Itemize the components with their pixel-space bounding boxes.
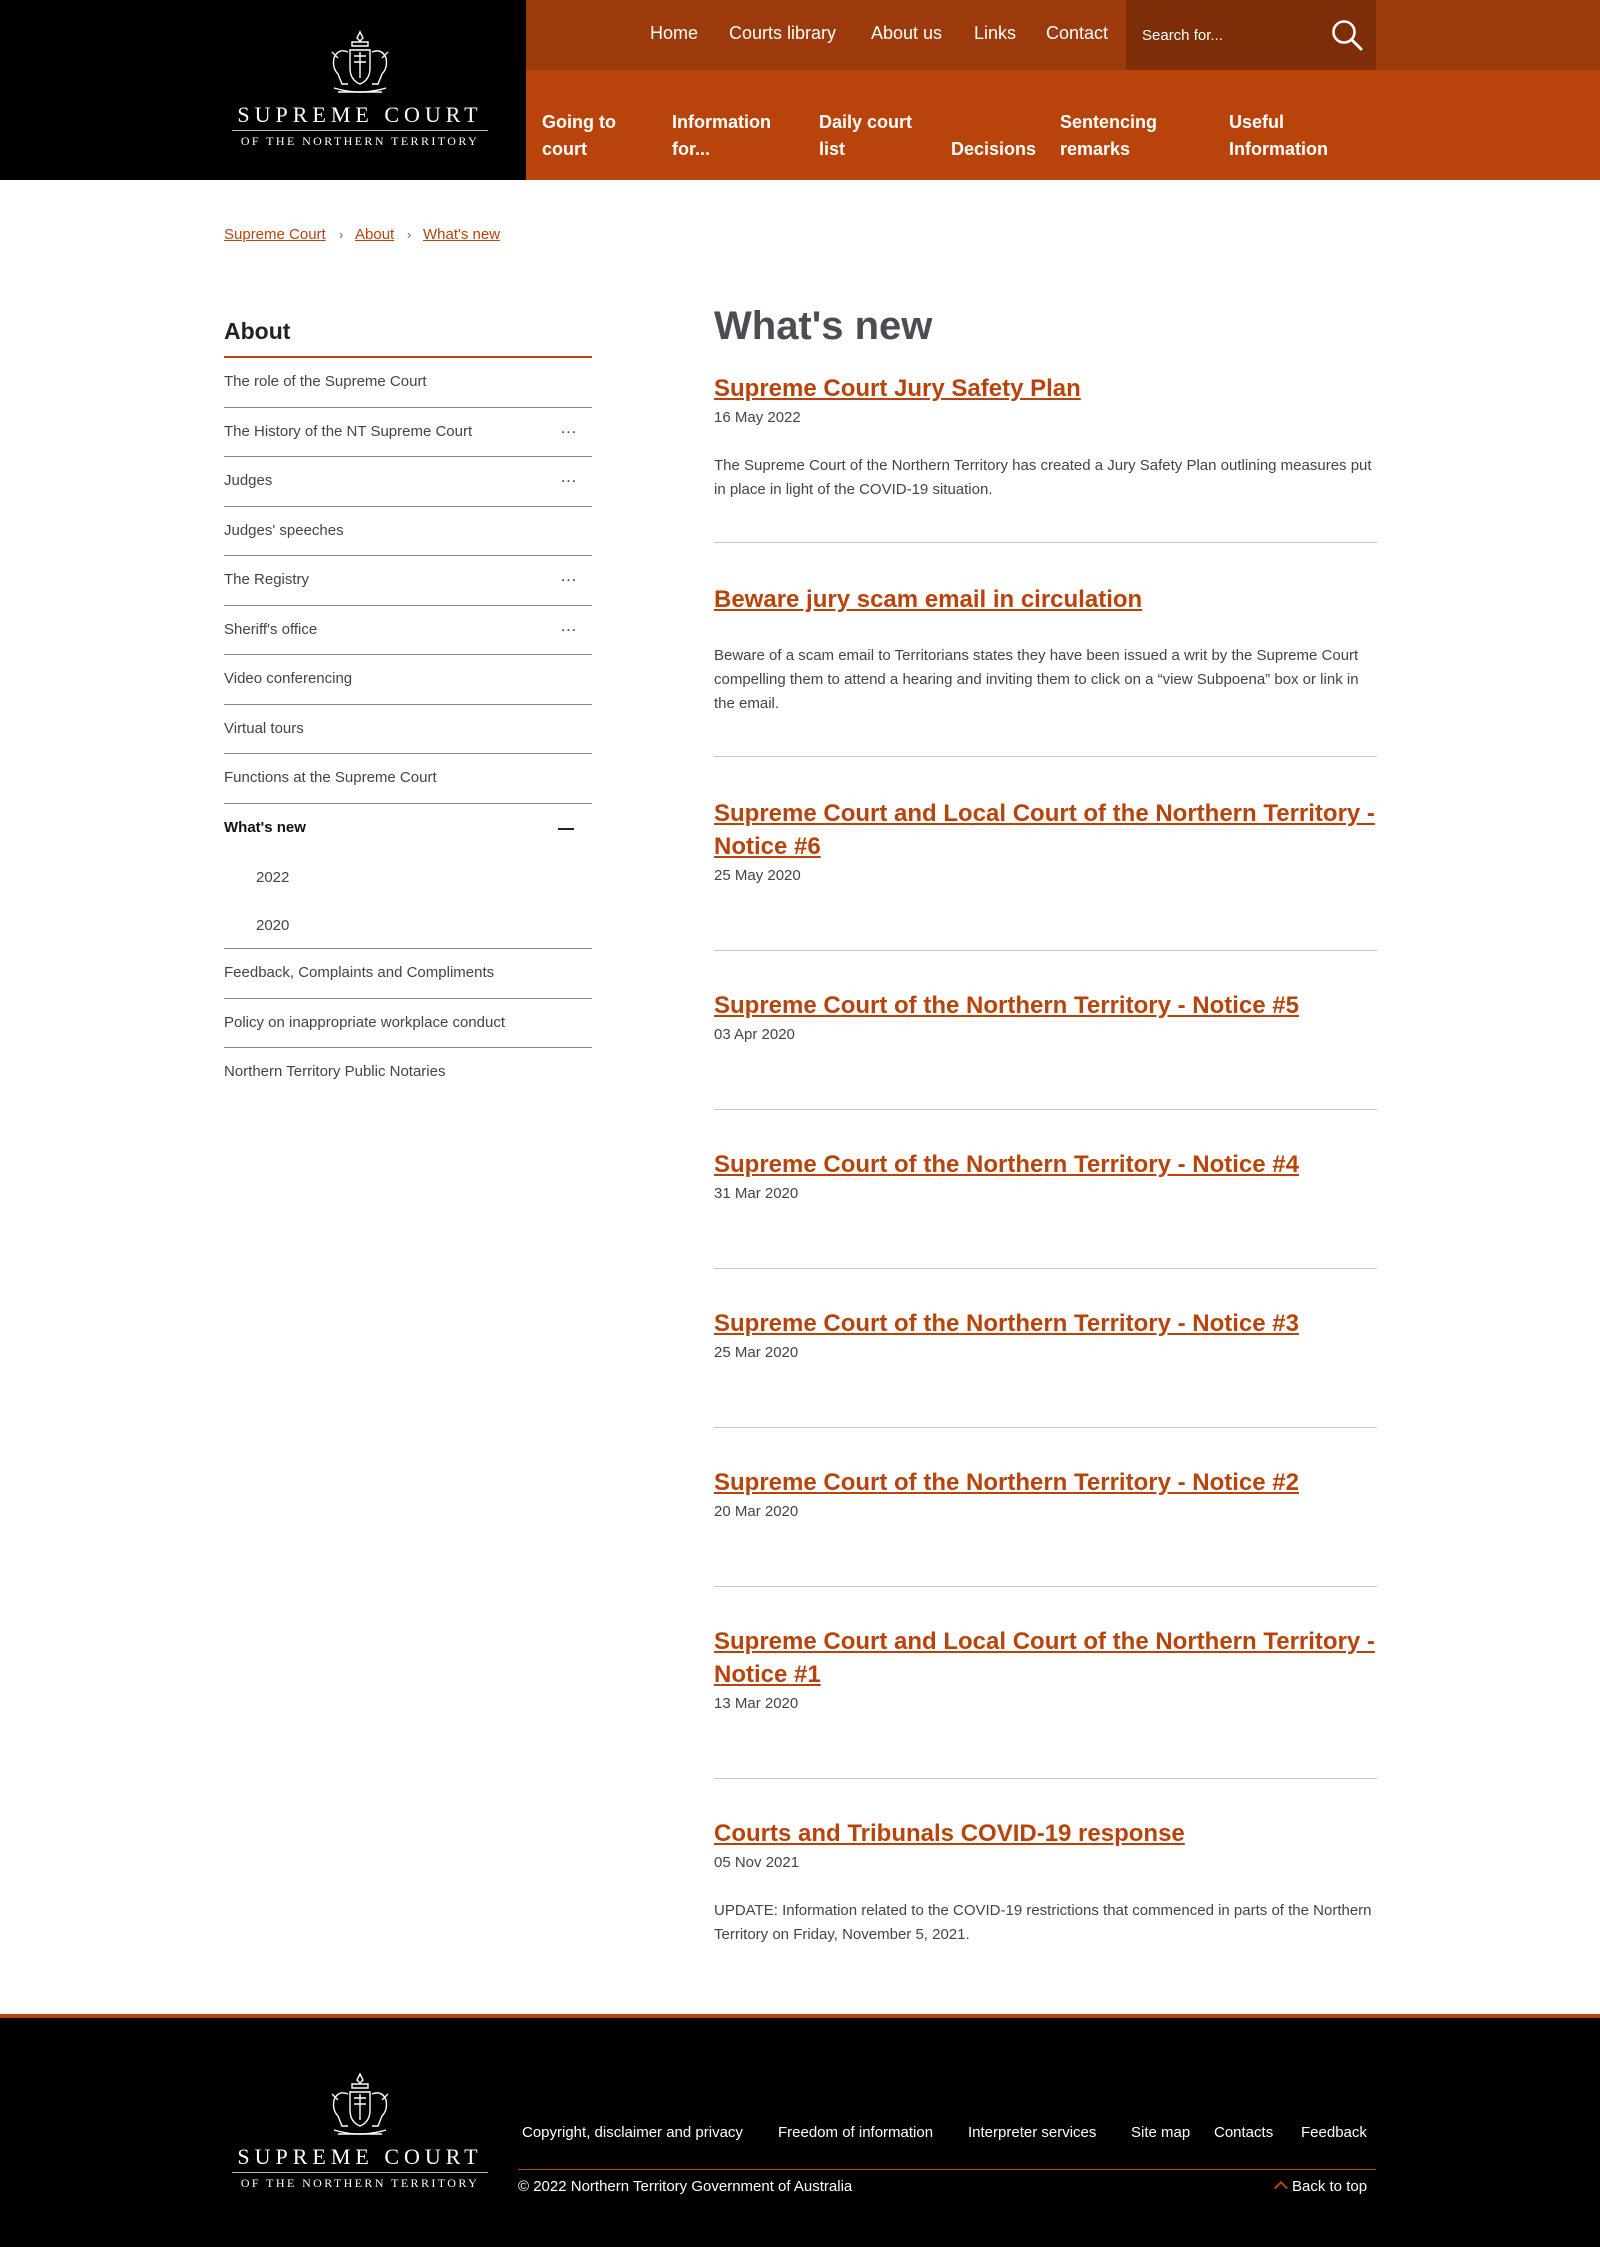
nav-useful-information[interactable]: Useful Information xyxy=(1229,112,1328,159)
sidebar-item-label[interactable]: The History of the NT Supreme Court xyxy=(224,422,473,440)
news-article xyxy=(714,1428,1377,1587)
sidebar-item-label[interactable]: Judges' speeches xyxy=(224,521,344,539)
sidebar-item-judges-speeches[interactable] xyxy=(224,507,592,557)
more-options-icon[interactable]: … xyxy=(560,566,578,585)
site-footer xyxy=(0,2014,1600,2247)
logo-line2: OF THE NORTHERN TERRITORY xyxy=(240,134,480,148)
footer-link-interpreter[interactable]: Interpreter services xyxy=(968,2124,1097,2141)
article-date: 03 Apr 2020 xyxy=(714,1026,795,1043)
article-date: 31 Mar 2020 xyxy=(714,1185,799,1202)
news-article xyxy=(714,1587,1377,1779)
nav-contact[interactable]: Contact xyxy=(1046,23,1109,43)
search-box xyxy=(1126,0,1376,70)
footer-link-foi[interactable]: Freedom of information xyxy=(778,2124,934,2141)
sidebar-item-sheriff-s-office[interactable] xyxy=(224,606,592,656)
news-article xyxy=(714,951,1377,1110)
sidebar-item-virtual-tours[interactable] xyxy=(224,705,592,755)
copyright-text: © 2022 Northern Territory Government of Australia xyxy=(518,2178,853,2195)
sidebar-item-label[interactable]: Video conferencing xyxy=(224,670,353,687)
article-date: 05 Nov 2021 xyxy=(714,1854,800,1871)
sidebar-item-label[interactable]: What's new xyxy=(224,818,306,836)
breadcrumb-supreme-court[interactable]: Supreme Court xyxy=(224,226,326,243)
article-summary: The Supreme Court of the Northern Territory has created a Jury Safety Plan outlining measures put in place in light of the COVID-19 situation. xyxy=(714,457,1372,498)
sidebar-item-the-registry[interactable] xyxy=(224,556,592,606)
nav-home[interactable]: Home xyxy=(650,23,699,43)
sidebar-item-feedback-complaints-and-compliments[interactable] xyxy=(224,949,592,999)
sidebar-item-label[interactable]: Functions at the Supreme Court xyxy=(224,769,437,786)
sidebar-item-label[interactable]: Judges xyxy=(224,472,273,489)
main-nav xyxy=(526,70,1600,180)
article-summary: Beware of a scam email to Territorians states they have been issued a writ by the Supreme Court compelling them to attend a hearing and inviting them to click on a “view Subpoena” box or link in the email. xyxy=(714,647,1359,712)
sidebar-item-functions-at-the-supreme-court[interactable] xyxy=(224,754,592,804)
search-input[interactable] xyxy=(1126,0,1326,70)
article-title-link[interactable]: Supreme Court of the Northern Territory - Notice #5 xyxy=(714,992,1299,1019)
sidebar-title: About xyxy=(224,318,291,344)
sidebar-item-label[interactable]: Virtual tours xyxy=(224,719,304,737)
section-sidebar xyxy=(224,314,592,1098)
sidebar-subitem-label[interactable]: 2022 xyxy=(256,869,290,886)
article-title-link[interactable]: Supreme Court of the Northern Territory - Notice #3 xyxy=(714,1310,1299,1337)
logo-line1: SUPREME COURT xyxy=(237,2144,483,2169)
main-content xyxy=(714,296,1377,1947)
news-article xyxy=(714,543,1377,757)
article-title-link[interactable]: Supreme Court and Local Court of the Northern Territory - Notice #1 xyxy=(714,1628,1375,1688)
article-title-link[interactable]: Beware jury scam email in circulation xyxy=(714,586,1143,613)
article-date: 25 May 2020 xyxy=(714,867,801,884)
logo-divider xyxy=(232,130,488,131)
chevron-right-icon: › xyxy=(339,227,344,242)
sidebar-item-label[interactable]: The Registry xyxy=(224,571,310,588)
logo-line1: SUPREME COURT xyxy=(237,102,483,127)
site-logo[interactable] xyxy=(230,28,490,148)
article-date: 25 Mar 2020 xyxy=(714,1344,799,1361)
sidebar-subitem[interactable] xyxy=(224,901,592,949)
article-title-link[interactable]: Courts and Tribunals COVID-19 response xyxy=(714,1820,1185,1847)
breadcrumb-whats-new[interactable]: What's new xyxy=(423,226,501,243)
news-article xyxy=(714,757,1377,951)
sidebar-item-northern-territory-public-notaries[interactable] xyxy=(224,1048,592,1098)
footer-links xyxy=(518,2124,1376,2170)
nav-going-to-court[interactable]: Going to court xyxy=(542,112,616,159)
logo-divider xyxy=(232,2172,488,2173)
article-title-link[interactable]: Supreme Court Jury Safety Plan xyxy=(714,375,1081,402)
collapse-icon[interactable] xyxy=(558,828,574,830)
nav-sentencing-remarks[interactable]: Sentencing remarks xyxy=(1060,112,1158,159)
site-header xyxy=(0,0,1600,180)
chevron-up-icon xyxy=(1274,2181,1288,2195)
nav-information-for[interactable]: Information for... xyxy=(672,112,771,159)
article-title-link[interactable]: Supreme Court of the Northern Territory - Notice #4 xyxy=(714,1151,1299,1178)
utility-nav xyxy=(526,0,1600,70)
sidebar-subitem[interactable] xyxy=(224,853,592,901)
nav-links[interactable]: Links xyxy=(974,23,1017,43)
footer-link-feedback[interactable]: Feedback xyxy=(1301,2124,1367,2141)
more-options-icon[interactable]: … xyxy=(560,467,578,486)
news-article xyxy=(714,1779,1377,1947)
sidebar-item-judges[interactable] xyxy=(224,457,592,507)
article-summary: UPDATE: Information related to the COVID-19 restrictions that commenced in parts of the Northern Territory on Friday, November 5, 2021. xyxy=(714,1902,1372,1943)
nav-courts-library[interactable]: Courts library xyxy=(729,23,837,43)
article-date: 20 Mar 2020 xyxy=(714,1503,799,1520)
page-title: What's new xyxy=(714,304,933,348)
sidebar-item-label[interactable]: Feedback, Complaints and Compliments xyxy=(224,964,495,981)
news-article xyxy=(714,1269,1377,1428)
footer-link-copyright[interactable]: Copyright, disclaimer and privacy xyxy=(522,2124,743,2141)
news-article xyxy=(714,356,1377,543)
nav-daily-court-list[interactable]: Daily court list xyxy=(819,112,913,159)
nav-about-us[interactable]: About us xyxy=(871,23,943,43)
logo-line2: OF THE NORTHERN TERRITORY xyxy=(240,2176,480,2190)
more-options-icon[interactable]: … xyxy=(560,615,578,635)
article-title-link[interactable]: Supreme Court and Local Court of the Northern Territory - Notice #6 xyxy=(714,800,1375,860)
article-list xyxy=(714,356,1377,1947)
coat-of-arms-icon xyxy=(324,2070,396,2140)
sidebar-item-label[interactable]: The role of the Supreme Court xyxy=(224,373,427,390)
sidebar-item-what-s-new[interactable] xyxy=(224,804,592,854)
sidebar-item-label[interactable]: Sheriff's office xyxy=(224,620,318,638)
article-date: 13 Mar 2020 xyxy=(714,1695,799,1712)
coat-of-arms-icon xyxy=(324,28,396,98)
sidebar-item-video-conferencing[interactable] xyxy=(224,655,592,705)
search-icon[interactable] xyxy=(1330,18,1364,52)
sidebar-item-label[interactable]: Policy on inappropriate workplace conduct xyxy=(224,1013,505,1031)
sidebar-list xyxy=(224,358,592,1098)
breadcrumb-about[interactable]: About xyxy=(355,226,395,243)
chevron-right-icon: › xyxy=(407,227,412,242)
sidebar-item-the-role-of-the-supreme-court[interactable] xyxy=(224,358,592,408)
sidebar-subitem-label[interactable]: 2020 xyxy=(256,917,290,934)
logo-area xyxy=(0,0,526,180)
back-to-top-link[interactable] xyxy=(1276,2178,1367,2195)
back-to-top-label: Back to top xyxy=(1292,2178,1368,2195)
nav-decisions[interactable]: Decisions xyxy=(951,139,1037,159)
sidebar-item-the-history-of-the-nt-supreme-court[interactable] xyxy=(224,408,592,458)
news-article xyxy=(714,1110,1377,1269)
footer-link-contacts[interactable]: Contacts xyxy=(1214,2124,1274,2141)
footer-link-sitemap[interactable]: Site map xyxy=(1131,2124,1191,2141)
footer-logo[interactable] xyxy=(230,2070,490,2190)
sidebar-item-policy-on-inappropriate-workplace-conduct[interactable] xyxy=(224,999,592,1049)
article-date: 16 May 2022 xyxy=(714,409,801,426)
sidebar-item-label[interactable]: Northern Territory Public Notaries xyxy=(224,1063,446,1080)
more-options-icon[interactable]: … xyxy=(560,417,578,437)
article-title-link[interactable]: Supreme Court of the Northern Territory - Notice #2 xyxy=(714,1469,1299,1496)
